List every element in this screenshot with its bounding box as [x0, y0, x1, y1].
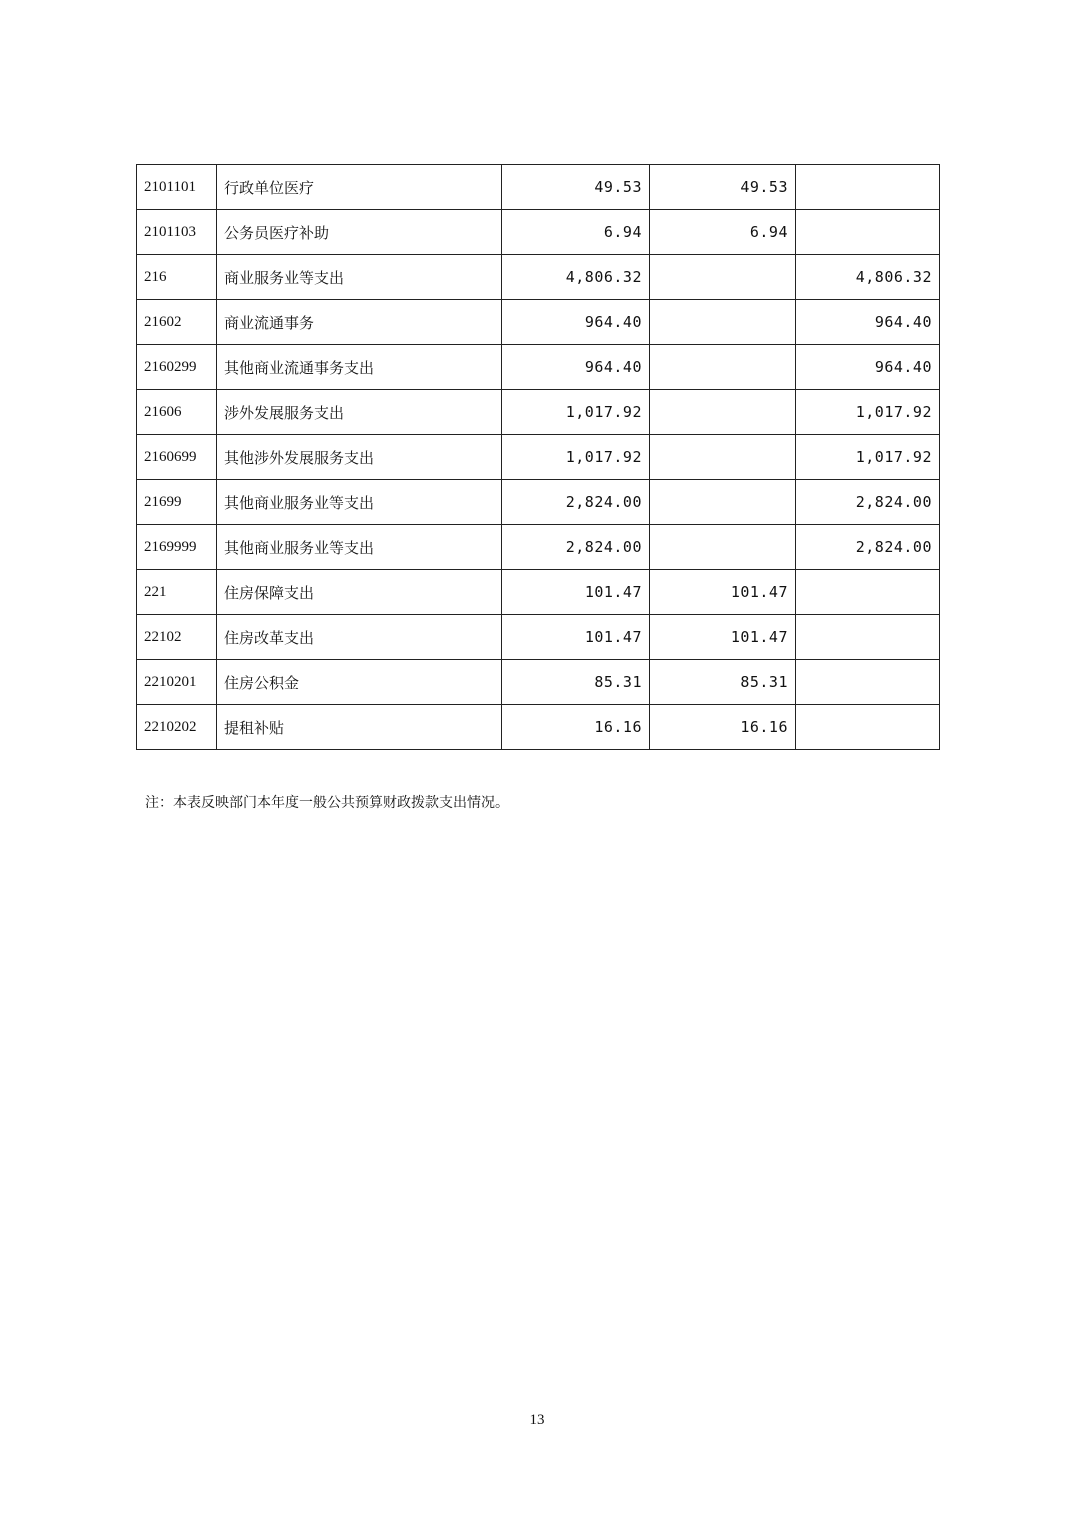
cell-basic: 101.47	[650, 615, 796, 660]
cell-total: 4,806.32	[502, 255, 650, 300]
cell-code: 2210201	[137, 660, 217, 705]
table-row	[137, 255, 940, 300]
cell-total: 16.16	[502, 705, 650, 750]
cell-name: 住房公积金	[217, 660, 502, 705]
cell-code: 2101101	[137, 165, 217, 210]
table-body	[137, 165, 940, 750]
cell-code: 2160699	[137, 435, 217, 480]
cell-basic	[650, 300, 796, 345]
cell-project: 2,824.00	[796, 525, 940, 570]
table-row	[137, 615, 940, 660]
cell-project: 964.40	[796, 300, 940, 345]
cell-name: 其他商业服务业等支出	[217, 480, 502, 525]
cell-code: 2210202	[137, 705, 217, 750]
table-row	[137, 345, 940, 390]
cell-project: 964.40	[796, 345, 940, 390]
table-row	[137, 525, 940, 570]
cell-total: 1,017.92	[502, 435, 650, 480]
cell-name: 住房改革支出	[217, 615, 502, 660]
cell-basic: 49.53	[650, 165, 796, 210]
cell-name: 提租补贴	[217, 705, 502, 750]
cell-total: 2,824.00	[502, 480, 650, 525]
cell-code: 2169999	[137, 525, 217, 570]
cell-total: 964.40	[502, 300, 650, 345]
cell-basic: 6.94	[650, 210, 796, 255]
cell-project	[796, 210, 940, 255]
cell-basic	[650, 390, 796, 435]
cell-basic	[650, 345, 796, 390]
cell-name: 住房保障支出	[217, 570, 502, 615]
cell-code: 2160299	[137, 345, 217, 390]
cell-code: 21699	[137, 480, 217, 525]
cell-project: 1,017.92	[796, 435, 940, 480]
cell-project: 2,824.00	[796, 480, 940, 525]
cell-basic	[650, 480, 796, 525]
table-row	[137, 300, 940, 345]
cell-basic	[650, 435, 796, 480]
cell-name: 商业流通事务	[217, 300, 502, 345]
cell-code: 221	[137, 570, 217, 615]
cell-total: 6.94	[502, 210, 650, 255]
cell-code: 21606	[137, 390, 217, 435]
cell-name: 涉外发展服务支出	[217, 390, 502, 435]
cell-code: 216	[137, 255, 217, 300]
cell-total: 964.40	[502, 345, 650, 390]
cell-total: 85.31	[502, 660, 650, 705]
cell-basic: 101.47	[650, 570, 796, 615]
cell-total: 101.47	[502, 570, 650, 615]
cell-name: 其他商业流通事务支出	[217, 345, 502, 390]
cell-project	[796, 615, 940, 660]
cell-code: 22102	[137, 615, 217, 660]
table-row	[137, 435, 940, 480]
table-row	[137, 705, 940, 750]
page-number: 13	[529, 1412, 545, 1428]
cell-project	[796, 570, 940, 615]
cell-project	[796, 705, 940, 750]
table-row	[137, 390, 940, 435]
cell-total: 1,017.92	[502, 390, 650, 435]
cell-project: 4,806.32	[796, 255, 940, 300]
cell-project	[796, 165, 940, 210]
cell-total: 101.47	[502, 615, 650, 660]
cell-name: 其他涉外发展服务支出	[217, 435, 502, 480]
cell-basic	[650, 525, 796, 570]
cell-total: 49.53	[502, 165, 650, 210]
cell-basic: 16.16	[650, 705, 796, 750]
table-row	[137, 210, 940, 255]
expenditure-table	[136, 164, 940, 750]
cell-name: 行政单位医疗	[217, 165, 502, 210]
cell-basic: 85.31	[650, 660, 796, 705]
table-row	[137, 660, 940, 705]
table-row	[137, 570, 940, 615]
cell-basic	[650, 255, 796, 300]
table-row	[137, 165, 940, 210]
table-note: 注：本表反映部门本年度一般公共预算财政拨款支出情况。	[145, 795, 509, 811]
cell-code: 2101103	[137, 210, 217, 255]
cell-total: 2,824.00	[502, 525, 650, 570]
cell-project	[796, 660, 940, 705]
cell-name: 商业服务业等支出	[217, 255, 502, 300]
cell-name: 公务员医疗补助	[217, 210, 502, 255]
cell-name: 其他商业服务业等支出	[217, 525, 502, 570]
table-row	[137, 480, 940, 525]
cell-code: 21602	[137, 300, 217, 345]
cell-project: 1,017.92	[796, 390, 940, 435]
